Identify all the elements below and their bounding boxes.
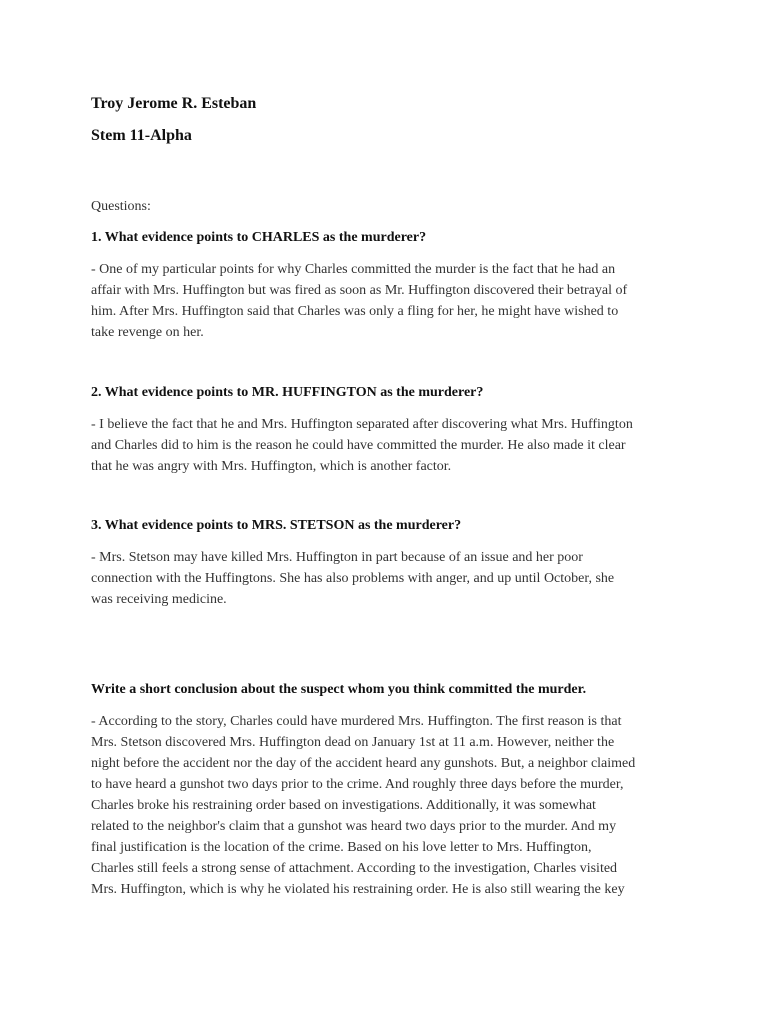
question-1-answer: - One of my particular points for why Charles committed the murder is the fact that he had an affair with Mrs. Huffington but was fired as soon as Mr. Huffington discovered their betrayal of him. After Mrs. Huffington said that Charles was only a fling for her, he might have wished to take revenge on her.: [91, 262, 628, 340]
conclusion-answer: - According to the story, Charles could have murdered Mrs. Huffington. The first reason is that Mrs. Stetson discovered Mrs. Huffington dead on January 1st at 11 a.m. However, neither the night before the accident nor the day of the accident heard any gunshots. But, a neighbor claimed to have heard a gunshot two days prior to the crime. And roughly three days before the murder, Charles broke his restraining order based on investigations. Additionally, it was somewhat related to the neighbor's claim that a gunshot was heard two days prior to the murder. And my final justification is the location of the crime. Based on his love letter to Mrs. Huffington, Charles still feels a strong sense of attachment. According to the investigation, Charles visited Mrs. Huffington, which is why he violated his restraining order. He is also still wearing the key: [91, 714, 636, 897]
question-block-2: [91, 384, 691, 477]
question-2-heading: 2. What evidence points to MR. HUFFINGTON as the murderer?: [91, 385, 484, 400]
conclusion-heading: Write a short conclusion about the suspect whom you think committed the murder.: [91, 682, 587, 697]
question-3-answer: - Mrs. Stetson may have killed Mrs. Huffington in part because of an issue and her poor connection with the Huffingtons. She has also problems with anger, and up until October, she was receiving medicine.: [91, 550, 615, 607]
student-section: Stem 11-Alpha: [91, 127, 192, 144]
question-1-heading: 1. What evidence points to CHARLES as the murderer?: [91, 230, 427, 245]
question-block-1: [91, 229, 691, 343]
conclusion-block: [91, 681, 691, 900]
question-3-heading: 3. What evidence points to MRS. STETSON as the murderer?: [91, 518, 462, 533]
questions-label: Questions:: [91, 199, 151, 214]
question-block-3: [91, 517, 691, 610]
student-name: Troy Jerome R. Esteban: [91, 95, 257, 112]
question-2-answer: - I believe the fact that he and Mrs. Huffington separated after discovering what Mrs. Huffington and Charles did to him is the reason he could have committed the murder. He also made it clear that he was angry with Mrs. Huffington, which is another factor.: [91, 417, 633, 474]
